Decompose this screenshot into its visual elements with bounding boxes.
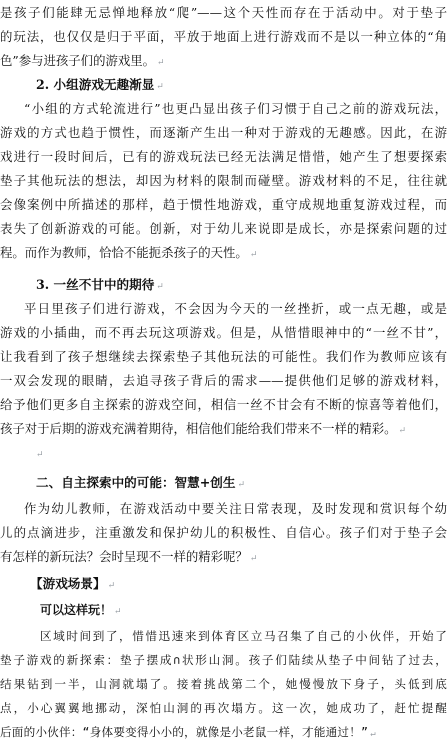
paragraph-mark: ↵ [249, 554, 258, 564]
paragraph-mark: ↵ [156, 282, 164, 292]
paragraph-line: 色”参与进孩子们的游戏里。 ↵ [0, 53, 165, 68]
paragraph-line: 一双会发现的眼睛，去追寻孩子背后的需求——提供他们足够的游戏材料， [0, 373, 447, 388]
paragraph-line: 儿的点滴进步，注重激发和保护幼儿的积极性、自信心。孩子们对于垫子会 [0, 525, 447, 540]
scene-label: 【游戏场景】 ↵ [30, 576, 116, 591]
paragraph-line: 给予他们更多自主探索的游戏空间，相信一丝不甘会有不断的惊喜等着他们， [0, 397, 447, 412]
section-heading: 3. 一丝不甘中的期待 ↵ [36, 277, 164, 292]
case-line: 区域时间到了，惜惜迅速来到体育区立马召集了自己的小伙伴，开始了 [40, 629, 447, 643]
paragraph-line: 游戏的方式也趋于惯性，而逐渐产生出一种对于游戏的无趣感。因此，在游 [0, 125, 447, 140]
paragraph-line: 孩子对于后期的游戏充满着期待，相信他们能给我们带来不一样的精彩。 ↵ [0, 421, 407, 436]
paragraph-mark: ↵ [398, 426, 407, 436]
paragraph-line: 会像案例中所描述的那样，趋于惯性地游戏，重守成规地重复游戏过程，而 [0, 197, 447, 212]
case-line: 结果钻到一半，山洞就塌了。接着挑战第二个，她慢慢放下身子，头低到底 [0, 677, 447, 691]
paragraph-line: 的玩法，也仅仅是归于平面，平放于地面上进行游戏而不是以一种立体的“角 [0, 29, 447, 44]
paragraph-mark: ↵ [157, 58, 165, 68]
scene-subheading: 可以这样玩！ ↵ [40, 603, 122, 617]
paragraph-line: 有怎样的新玩法？会时呈现不一样的精彩呢？ ↵ [0, 549, 258, 564]
paragraph-mark: ↵ [36, 450, 44, 460]
part-heading: 二、自主探索中的可能：智慧+创生 ↵ [36, 475, 246, 490]
case-line: 后面的小伙伴：“身体要变得小小的，就像是小老鼠一样，才能通过！” ↵ [0, 725, 376, 739]
paragraph-mark: ↵ [370, 729, 376, 739]
paragraph-mark: ↵ [107, 581, 116, 591]
paragraph-line: 游戏的小插曲，而不再去玩这项游戏。但是，从惜惜眼神中的“一丝不甘”， [0, 325, 447, 340]
paragraph-line: 戏进行一段时间后，已有的游戏玩法已经无法满足惜惜，她产生了想要探索 [0, 149, 447, 164]
paragraph-mark: ↵ [156, 82, 164, 92]
paragraph-line: 作为幼儿教师，在游戏活动中要关注日常表现，及时发现和赏识每个幼 [24, 501, 447, 516]
case-line: 垫子游戏的新探索：垫子摆成∩状形山洞。孩子们陆续从垫子中间钻了过去， [0, 653, 447, 667]
paragraph-line: 是孩子们能肆无忌惮地释放“爬”——这个天性而存在于活动中。对于垫子 [0, 5, 447, 20]
paragraph-mark: ↵ [249, 250, 258, 260]
paragraph-mark: ↵ [114, 607, 122, 617]
paragraph-line: 表失了创新游戏的可能。创新，对于幼儿来说即是成长，亦是探索问题的过 [0, 221, 447, 236]
paragraph-line: 平日里孩子们进行游戏，不会因为今天的一丝挫折，或一点无趣，或是 [24, 301, 447, 316]
paragraph-mark: ↵ [237, 480, 246, 490]
paragraph-line: 垫子其他玩法的想法，却因为材料的限制而碰壁。游戏材料的不足，往往就 [0, 173, 447, 188]
paragraph-line: “小组的方式轮流进行”也更凸显出孩子们习惯于自己之前的游戏玩法， [24, 101, 447, 116]
paragraph-line: 让我看到了孩子想继续去探索垫子其他玩法的可能性。我们作为教师应该有 [0, 349, 447, 364]
section-heading: 2. 小组游戏无趣渐显 ↵ [36, 77, 164, 92]
paragraph-line: 程。而作为教师，恰恰不能扼杀孩子的天性。 ↵ [0, 245, 258, 260]
case-line: 点，小心翼翼地挪动，深怕山洞的再次塌方。这一次，她成功了，赶忙提醒 [0, 701, 447, 715]
